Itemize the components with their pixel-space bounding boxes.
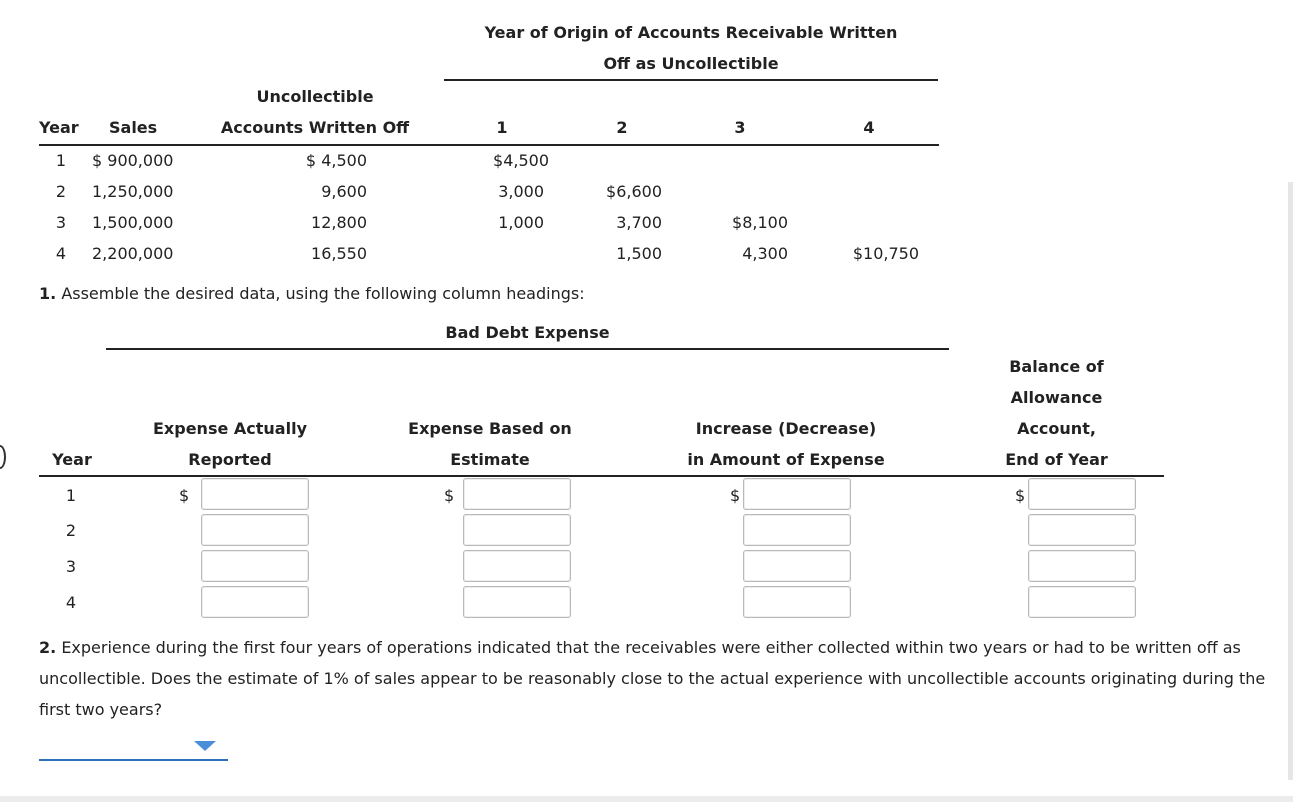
col-header-origin-3: 3 xyxy=(734,118,746,137)
table-row-written-off: $ 4,500 xyxy=(305,151,367,170)
part2-number: 2. xyxy=(39,638,57,657)
col-header-increase-line1: Increase (Decrease) xyxy=(695,419,877,438)
col-header-balance-line1: Balance of xyxy=(1009,357,1104,376)
col-header-estimate-line1: Expense Based on xyxy=(408,419,572,438)
col-header-written-off: Accounts Written Off xyxy=(220,118,410,137)
part2-question xyxy=(39,632,1279,725)
increase-decrease-input-year-4[interactable] xyxy=(743,586,851,618)
part1-year-label: 2 xyxy=(65,521,77,540)
col-header-origin-1: 1 xyxy=(496,118,508,137)
estimate-expense-input-year-4[interactable] xyxy=(463,586,571,618)
answer-dropdown[interactable] xyxy=(39,759,228,761)
table-row-origin-3: 4,300 xyxy=(742,244,788,263)
part1-year-label: 4 xyxy=(65,593,77,612)
scrollbar[interactable] xyxy=(1288,182,1293,780)
origin-group-header-line2: Off as Uncollectible xyxy=(603,54,779,73)
table-row-sales: 2,200,000 xyxy=(92,244,174,263)
table-row-year: 2 xyxy=(55,182,66,201)
col-header-origin-4: 4 xyxy=(863,118,875,137)
col-header-year: Year xyxy=(52,450,92,469)
table-row-sales: $ 900,000 xyxy=(92,151,174,170)
actual-expense-input-year-3[interactable] xyxy=(201,550,309,582)
part1-year-label: 3 xyxy=(65,557,77,576)
cropped-top-text xyxy=(40,0,220,4)
dollar-sign: $ xyxy=(1015,486,1026,505)
table-row-year: 1 xyxy=(55,151,66,170)
part1-number: 1. xyxy=(39,284,57,303)
col-header-estimate-line2: Estimate xyxy=(450,450,530,469)
table-row-sales: 1,500,000 xyxy=(92,213,174,232)
table-row-year: 4 xyxy=(55,244,66,263)
bottom-divider xyxy=(0,796,1293,802)
table-row-origin-1: 1,000 xyxy=(498,213,544,232)
increase-decrease-input-year-1[interactable] xyxy=(743,478,851,510)
allowance-balance-input-year-1[interactable] xyxy=(1028,478,1136,510)
col-header-year: Year xyxy=(39,118,79,137)
allowance-balance-input-year-3[interactable] xyxy=(1028,550,1136,582)
table-row-written-off: 16,550 xyxy=(311,244,367,263)
actual-expense-input-year-1[interactable] xyxy=(201,478,309,510)
allowance-balance-input-year-4[interactable] xyxy=(1028,586,1136,618)
col-header-balance-line3: Account, xyxy=(1017,419,1096,438)
table-row-year: 3 xyxy=(55,213,66,232)
col-header-balance-line4: End of Year xyxy=(1005,450,1108,469)
col-header-balance-line2: Allowance xyxy=(1010,388,1103,407)
table-row-sales: 1,250,000 xyxy=(92,182,174,201)
table-row-written-off: 9,600 xyxy=(321,182,367,201)
col-header-increase-line2: in Amount of Expense xyxy=(687,450,885,469)
col-header-sales: Sales xyxy=(109,118,158,137)
increase-decrease-input-year-2[interactable] xyxy=(743,514,851,546)
left-edge-marker xyxy=(0,445,6,469)
estimate-expense-input-year-1[interactable] xyxy=(463,478,571,510)
dollar-sign: $ xyxy=(179,486,190,505)
table-row-origin-2: 1,500 xyxy=(616,244,662,263)
part1-year-label: 1 xyxy=(65,486,77,505)
origin-group-rule xyxy=(444,79,938,81)
col-header-actual-line1: Expense Actually xyxy=(153,419,307,438)
table-row-origin-1: 3,000 xyxy=(498,182,544,201)
estimate-expense-input-year-2[interactable] xyxy=(463,514,571,546)
part1-instruction-text: Assemble the desired data, using the following column headings: xyxy=(61,284,585,303)
table-row-origin-3: $8,100 xyxy=(732,213,788,232)
col-header-actual-line2: Reported xyxy=(188,450,272,469)
actual-expense-input-year-4[interactable] xyxy=(201,586,309,618)
dollar-sign: $ xyxy=(730,486,741,505)
increase-decrease-input-year-3[interactable] xyxy=(743,550,851,582)
origin-group-header-line1: Year of Origin of Accounts Receivable Written xyxy=(484,23,898,42)
part1-header-rule xyxy=(39,475,1164,477)
col-header-origin-2: 2 xyxy=(616,118,628,137)
origin-header-rule xyxy=(39,144,939,146)
table-row-origin-4: $10,750 xyxy=(852,244,919,263)
bad-debt-group-header: Bad Debt Expense xyxy=(445,323,610,342)
actual-expense-input-year-2[interactable] xyxy=(201,514,309,546)
table-row-written-off: 12,800 xyxy=(311,213,367,232)
dollar-sign: $ xyxy=(444,486,455,505)
part2-question-text: Experience during the first four years of operations indicated that the receivables were either collected within two years or had to be written off as uncollectible. Does the estimate of 1% of sales appear to be reasonably close to the actual experience with uncollectible accounts originating during the first two years? xyxy=(39,638,1266,719)
estimate-expense-input-year-3[interactable] xyxy=(463,550,571,582)
part1-instruction xyxy=(39,284,585,304)
table-row-origin-1: $4,500 xyxy=(493,151,549,170)
table-row-origin-2: $6,600 xyxy=(606,182,662,201)
table-row-origin-2: 3,700 xyxy=(616,213,662,232)
dropdown-caret-icon[interactable] xyxy=(194,741,216,751)
bad-debt-group-rule xyxy=(106,348,949,350)
allowance-balance-input-year-2[interactable] xyxy=(1028,514,1136,546)
uncollectible-header-top: Uncollectible xyxy=(256,87,374,106)
